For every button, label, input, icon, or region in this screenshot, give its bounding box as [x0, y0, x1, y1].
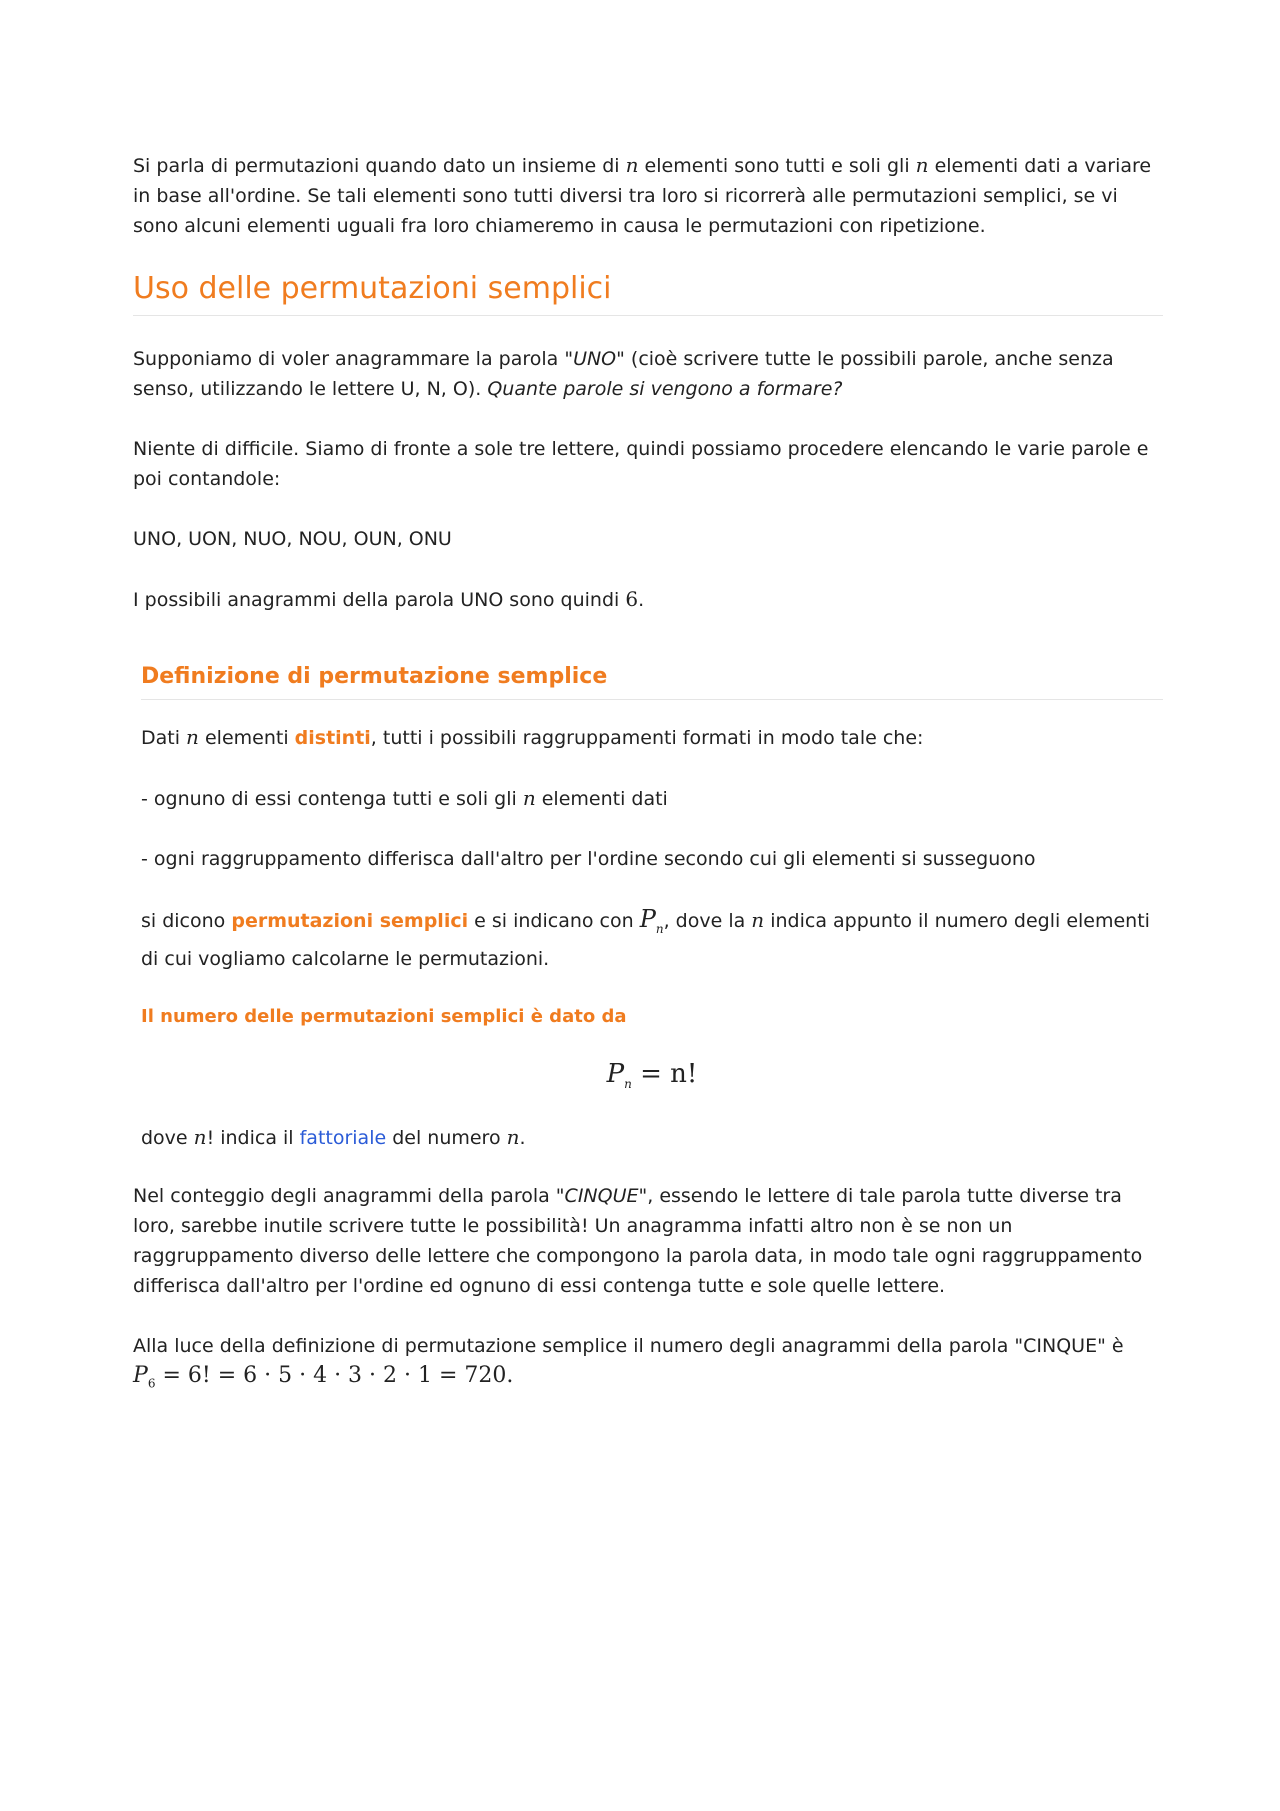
section-title-definizione: Definizione di permutazione semplice — [141, 661, 1163, 700]
section-title-uso: Uso delle permutazioni semplici — [133, 269, 1163, 316]
definition-block — [141, 661, 1163, 1153]
text: del numero — [386, 1126, 507, 1149]
math-n: n — [751, 908, 765, 932]
text: Dati — [141, 727, 187, 749]
calc-subscript: 6 — [147, 1376, 156, 1391]
math-n: n — [915, 153, 929, 177]
difficulty-paragraph: Niente di difficile. Siamo di fronte a sole tre lettere, quindi possiamo procedere elencando le varie parole e poi contandole: — [133, 438, 1149, 490]
text: . — [638, 589, 645, 611]
text: , tutti i possibili raggruppamenti formati in modo tale che: — [370, 727, 924, 749]
bullet-1 — [141, 783, 1163, 814]
formula-rest: = n! — [631, 1058, 698, 1089]
document-page — [133, 150, 1163, 1398]
math-six: 6 — [625, 587, 639, 611]
text: I possibili anagrammi della parola UNO sono quindi — [133, 589, 626, 611]
math-n: n — [506, 1124, 520, 1149]
text: Nel conteggio degli anagrammi della parola " — [133, 1184, 565, 1207]
cinque-calculation — [133, 1361, 1163, 1398]
math-subscript: n — [655, 921, 664, 936]
calc-rest: = 6! = 6 · 5 · 4 · 3 · 2 · 1 = 720. — [155, 1362, 514, 1388]
text: e si indicano con — [468, 910, 640, 932]
term-permutazioni-semplici: permutazioni semplici — [231, 910, 469, 932]
intro-text-3: elementi dati a variare in base all'ordine. Se tali elementi sono tutti diversi tra loro si ricorrerà alle permutazioni semplici, se vi sono alcuni elementi uguali fra loro chiameremo in causa le permutazioni con ripetizione. — [133, 155, 1152, 237]
intro-paragraph — [133, 150, 1163, 241]
text: ", essendo le lettere di tale parola tutte diverse tra loro, sarebbe inutile scrivere tutte le possibilità! Un anagramma infatti altro non è se non un raggruppamento diverso delle lettere che compongono la parola data, in modo tale ogni raggruppamento differisca dall'altro per l'ordine ed ognuno di essi contenga tutte e sole quelle lettere. — [133, 1184, 1143, 1297]
fattoriale-link[interactable]: fattoriale — [299, 1126, 387, 1149]
math-n: n — [522, 786, 536, 810]
question-text: Quante parole si vengono a formare? — [487, 378, 843, 400]
anagram-list: UNO, UON, NUO, NOU, OUN, ONU — [133, 528, 452, 550]
text: Supponiamo di voler anagrammare la parola " — [133, 348, 574, 370]
term-distinti: distinti — [294, 727, 371, 749]
text: ! indica il — [206, 1126, 300, 1149]
definition-conclusion — [141, 904, 1163, 974]
text: dove — [141, 1126, 194, 1149]
factorial-paragraph — [141, 1122, 1163, 1153]
intro-text-2: elementi sono tutti e soli gli — [638, 155, 916, 177]
text: si dicono — [141, 910, 232, 932]
intro-text-1: Si parla di permutazioni quando dato un insieme di — [133, 155, 626, 177]
anagram-count-paragraph — [133, 584, 1163, 615]
uno-paragraph — [133, 344, 1163, 404]
word-uno: UNO — [573, 348, 617, 370]
formula-pn — [141, 1054, 1163, 1104]
formula-subscript: n — [624, 1076, 632, 1091]
bullet-2: - ogni raggruppamento differisca dall'altro per l'ordine secondo cui gli elementi si susseguono — [141, 848, 1036, 870]
calc-P: P — [133, 1362, 148, 1388]
math-P — [639, 905, 664, 936]
cinque-paragraph — [133, 1181, 1163, 1301]
math-n: n — [625, 153, 639, 177]
text: " (cioè scrivere tutte le possibili parole, anche senza senso, utilizzando le lettere U, N, O). — [133, 348, 1114, 400]
text: . — [519, 1126, 526, 1149]
text: - ognuno di essi contenga tutti e soli gli — [141, 788, 523, 810]
formula-P: P — [606, 1058, 625, 1089]
text: elementi dati — [535, 788, 668, 810]
definition-intro — [141, 722, 1163, 753]
text: indica appunto il numero degli elementi di cui vogliamo calcolarne le permutazioni. — [141, 910, 1150, 970]
text: elementi — [198, 727, 295, 749]
word-cinque: CINQUE — [564, 1184, 639, 1207]
cinque-conclusion: Alla luce della definizione di permutazione semplice il numero degli anagrammi della parola "CINQUE" è — [133, 1334, 1124, 1357]
math-P-letter: P — [639, 905, 656, 933]
math-n: n — [193, 1124, 207, 1149]
math-n: n — [186, 725, 199, 749]
text: , dove la — [663, 910, 752, 932]
highlight-statement: Il numero delle permutazioni semplici è dato da — [141, 1005, 627, 1027]
